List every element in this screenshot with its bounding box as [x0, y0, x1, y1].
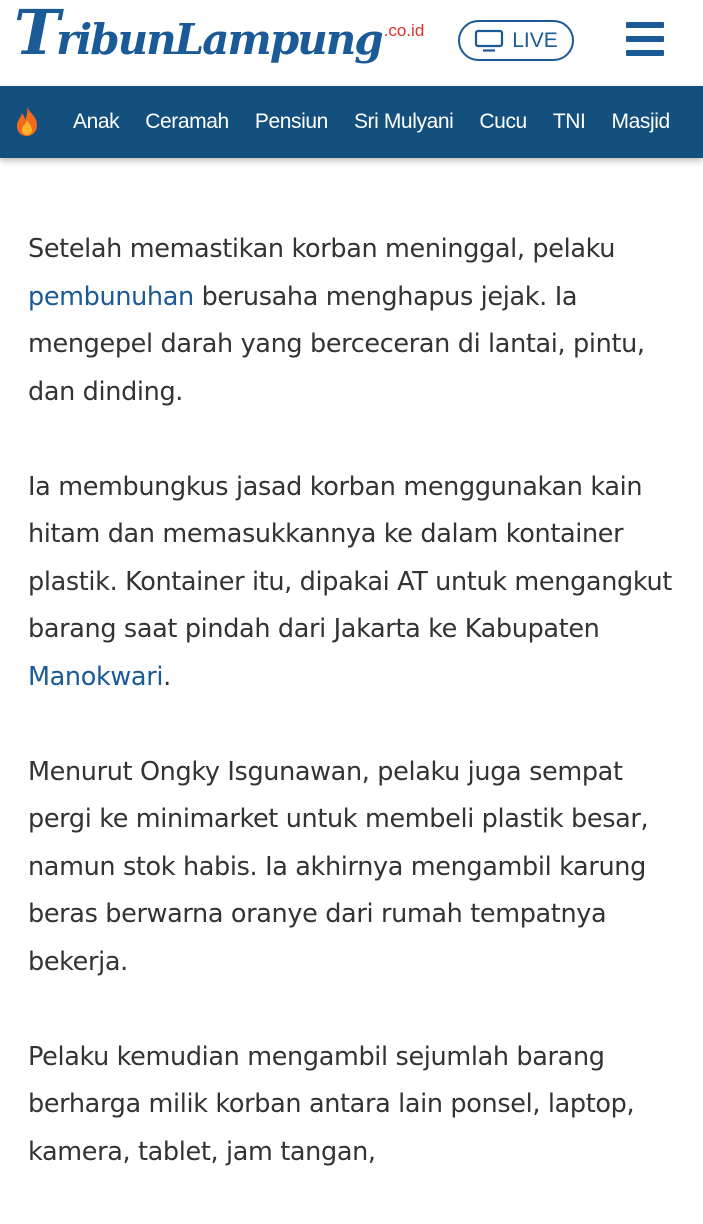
hamburger-menu-icon[interactable] [626, 22, 664, 56]
paragraph-3: Menurut Ongky Isgunawan, pelaku juga sempat pergi ke minimarket untuk membeli plastik besar, namun stok habis. Ia akhirnya mengambil karung beras berwarna oranye dari rumah tempatnya bekerja. [28, 756, 649, 977]
site-logo[interactable] [14, 2, 424, 72]
paragraph-text: . [163, 661, 171, 692]
live-button[interactable] [458, 20, 574, 61]
nav-item-anak[interactable]: Anak [73, 110, 120, 133]
link-manokwari[interactable]: Manokwari [28, 661, 164, 692]
paragraph-4: Pelaku kemudian mengambil sejumlah barang berharga milik korban antara lain ponsel, laptop, kamera, tablet, jam tangan, [28, 1041, 635, 1167]
logo-domain: .co.id [383, 21, 425, 40]
nav-item-cucu[interactable]: Cucu [479, 110, 527, 133]
site-header [0, 0, 703, 86]
nav-item-sri-mulyani[interactable]: Sri Mulyani [353, 110, 454, 133]
tv-icon [474, 29, 504, 53]
article-body [28, 226, 678, 1224]
topic-list [60, 86, 683, 158]
live-label: LIVE [512, 28, 558, 52]
paragraph-2 [28, 464, 678, 702]
paragraph-text: Setelah memastikan korban meninggal, pelaku [28, 234, 616, 264]
nav-item-ceramah[interactable]: Ceramah [145, 110, 229, 133]
paragraph-text: berusaha menghapus jejak. Ia mengepel darah yang berceceran di lantai, pintu, dan dinding. [28, 281, 645, 407]
link-pembunuhan[interactable]: pembunuhan [28, 281, 194, 312]
paragraph-text: Ia membungkus jasad korban menggunakan kain hitam dan memasukkannya ke dalam kontainer plastik. Kontainer itu, dipakai AT untuk mengangkut barang saat pindah dari Jakarta ke Kabupaten [28, 471, 672, 644]
nav-item-pensiun[interactable]: Pensiun [254, 110, 328, 133]
nav-item-masjid[interactable]: Masjid [611, 110, 670, 133]
paragraph-1 [28, 226, 678, 416]
nav-item-tni[interactable]: TNI [552, 110, 586, 133]
topic-navbar [0, 86, 703, 158]
logo-wordmark: TribunLampung [14, 0, 382, 69]
fire-icon[interactable] [12, 104, 42, 138]
